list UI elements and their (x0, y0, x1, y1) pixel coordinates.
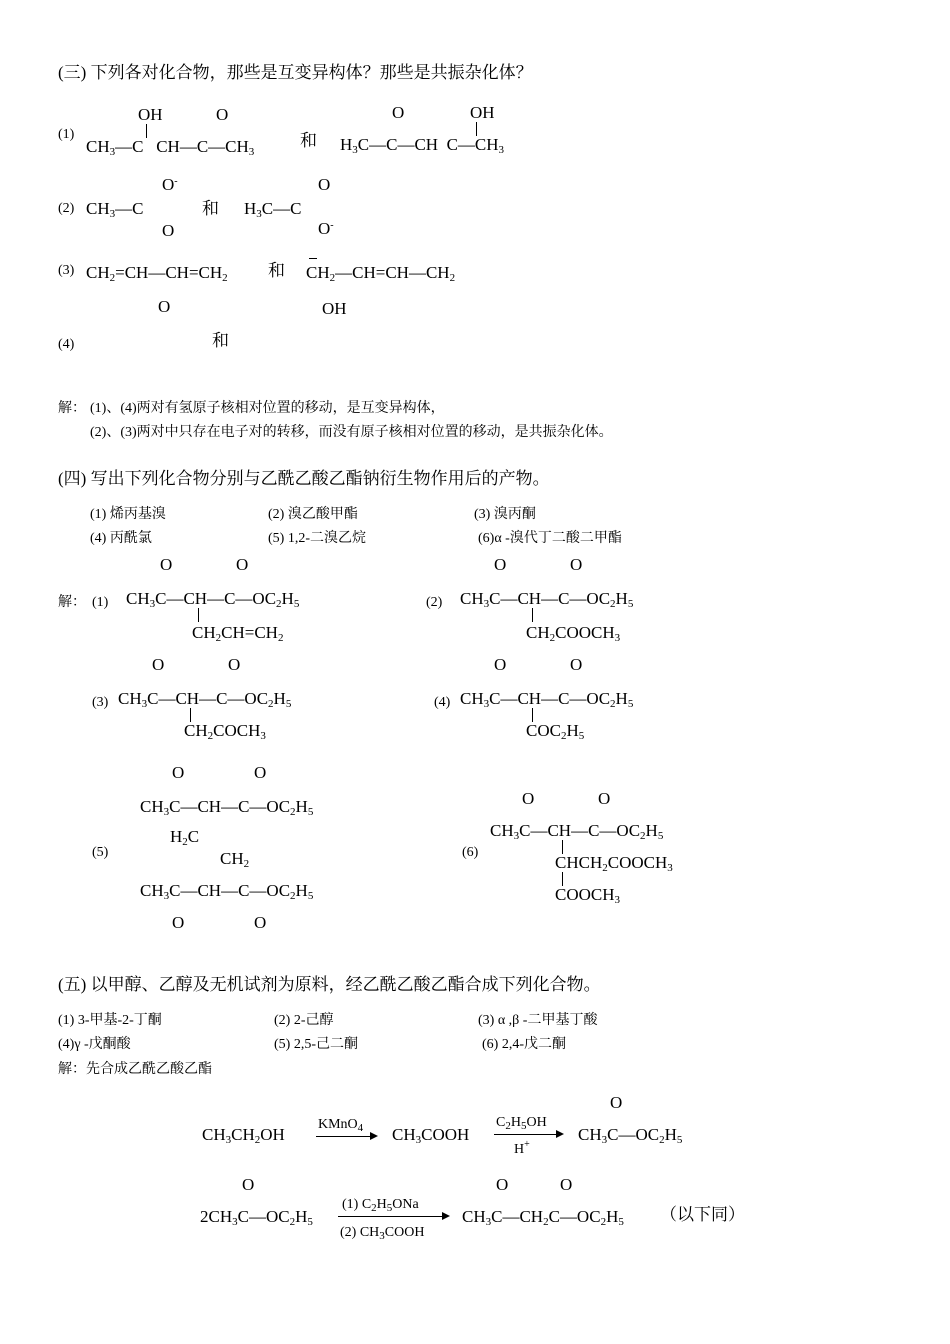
formula-1a: $CH_3—C$ $CH—C—CH_3$ (86, 137, 255, 158)
substituent: $CH_2COOCH_3$ (526, 623, 621, 644)
reaction-arrow (316, 1136, 376, 1137)
and-label: 和 (300, 131, 317, 150)
item-2-number: (2) (58, 201, 75, 216)
o-label: O (496, 1175, 509, 1194)
bond (146, 124, 147, 138)
bond (562, 840, 563, 854)
product-3-formula: $CH_3C—CH—C—OC_2H_5$ (118, 689, 292, 710)
oh-label: OH (470, 103, 495, 122)
o-label: O (494, 655, 507, 674)
reagent-item: (4) 丙酰氯 (90, 531, 152, 546)
substituent: $CHCH_2COOCH_3$ (555, 853, 673, 874)
o-label: O (392, 103, 405, 122)
o-minus-label: O- (162, 175, 178, 194)
reagent-item: (1) 烯丙基溴 (90, 507, 166, 522)
formula-2b: $H_3C—C$ (244, 199, 302, 220)
ethanol: $CH_3CH_2OH$ (202, 1125, 285, 1146)
target-item: (5) 2,5-己二酮 (274, 1037, 358, 1052)
o-label: O (318, 175, 331, 194)
o-label: O (254, 763, 267, 782)
reagent-ethanol: $C_2H_5OH$ (496, 1115, 547, 1132)
o-label: O (158, 297, 171, 316)
and-label: 和 (202, 199, 219, 218)
o-minus-label: O- (318, 219, 334, 238)
product-2-formula: $CH_3C—CH—C—OC_2H_5$ (460, 589, 634, 610)
o-label: O (560, 1175, 573, 1194)
o-label: O (160, 555, 173, 574)
condition-1: (1) $C_2H_5ONa$ (342, 1197, 419, 1214)
product-4-number: (4) (434, 695, 451, 710)
o-label: O (610, 1093, 623, 1112)
bond (562, 872, 563, 886)
target-item: (4)γ -戊酮酸 (58, 1037, 131, 1052)
formula-2a: $CH_3—C$ (86, 199, 144, 220)
reagent-item: (5) 1,2-二溴乙烷 (268, 531, 366, 546)
product-5-formula-bottom: $CH_3C—CH—C—OC_2H_5$ (140, 881, 314, 902)
o-label: O (172, 913, 185, 932)
answer-label: 解： (58, 401, 86, 416)
o-label: O (216, 105, 229, 124)
charge-mark (309, 258, 317, 259)
section-3-title: (三) 下列各对化合物，那些是互变异构体？那些是共振杂化体？ (58, 63, 533, 82)
and-label: 和 (212, 331, 229, 350)
bond (476, 122, 477, 136)
target-item: (1) 3-甲基-2-丁酮 (58, 1013, 162, 1028)
reagent-item: (6)α -溴代丁二酸二甲酯 (478, 531, 622, 546)
product-5-number: (5) (92, 845, 109, 860)
substituent: $COC_2H_5$ (526, 721, 585, 742)
o-label: O (522, 789, 535, 808)
product-1-number: (1) (92, 595, 109, 610)
substituent: $CH_2COCH_3$ (184, 721, 266, 742)
formula-3b: $CH_2—CH=CH—CH_2$ (306, 263, 456, 284)
item-3-number: (3) (58, 263, 75, 278)
reagent-kmno4: KMnO$_4$ (318, 1117, 364, 1134)
acetoacetic-ester: $CH_3C—CH_2C—OC_2H_5$ (462, 1207, 624, 1228)
target-item: (2) 2-己醇 (274, 1013, 334, 1028)
o-label: O (598, 789, 611, 808)
o-label: O (570, 655, 583, 674)
product-5-formula-top: $CH_3C—CH—C—OC_2H_5$ (140, 797, 314, 818)
target-item: (6) 2,4-戊二酮 (482, 1037, 566, 1052)
answer-line-1: (1)、(4)两对有氢原子核相对位置的移动，是互变异构体， (90, 401, 445, 416)
reactant: $2CH_3C—OC_2H_5$ (200, 1207, 313, 1228)
o-label: O (236, 555, 249, 574)
oh-label: OH (138, 105, 163, 124)
note: （以下同） (660, 1205, 745, 1224)
section-5-title: (五) 以甲醇、乙醇及无机试剂为原料，经乙酰乙酸乙酯合成下列化合物。 (58, 975, 601, 994)
section-4-title: (四) 写出下列化合物分别与乙酰乙酸乙酯钠衍生物作用后的产物。 (58, 469, 550, 488)
o-label: O (254, 913, 267, 932)
substituent: $CH_2$ (220, 849, 250, 870)
item-1-number: (1) (58, 127, 75, 142)
answer-line-2: (2)、(3)两对中只存在电子对的转移，而没有原子核相对位置的移动，是共振杂化体。 (90, 425, 613, 440)
product-1-formula: $CH_3C—CH—C—OC_2H_5$ (126, 589, 300, 610)
product-6-formula: $CH_3C—CH—C—OC_2H_5$ (490, 821, 664, 842)
answer-intro: 解：先合成乙酰乙酸乙酯 (58, 1062, 212, 1077)
reagent-item: (2) 溴乙酸甲酯 (268, 507, 358, 522)
o-label: O (242, 1175, 255, 1194)
o-label: O (162, 221, 175, 240)
bond (190, 708, 191, 722)
formula-3a: $CH_2=CH—CH=CH_2$ (86, 263, 228, 284)
answer-label: 解： (58, 595, 86, 610)
acetic-acid: $CH_3COOH$ (392, 1125, 470, 1146)
substituent: $CH_2CH=CH_2$ (192, 623, 284, 644)
oh-label: OH (322, 299, 347, 318)
o-label: O (570, 555, 583, 574)
reaction-arrow (338, 1216, 448, 1217)
bond (532, 708, 533, 722)
ethyl-acetate: $CH_3C—OC_2H_5$ (578, 1125, 683, 1146)
catalyst-h-plus: H+ (514, 1139, 530, 1157)
reaction-arrow (494, 1134, 562, 1135)
o-label: O (152, 655, 165, 674)
o-label: O (228, 655, 241, 674)
formula-1b: $H_3C—C—CH$ $C—CH_3$ (340, 135, 505, 156)
product-3-number: (3) (92, 695, 109, 710)
bond (532, 608, 533, 622)
o-label: O (494, 555, 507, 574)
product-2-number: (2) (426, 595, 443, 610)
product-4-formula: $CH_3C—CH—C—OC_2H_5$ (460, 689, 634, 710)
product-6-number: (6) (462, 845, 479, 860)
o-label: O (172, 763, 185, 782)
substituent: $H_2C$ (170, 827, 200, 848)
item-4-number: (4) (58, 337, 75, 352)
and-label: 和 (268, 261, 285, 280)
condition-2: (2) $CH_3COOH$ (340, 1225, 425, 1242)
substituent: $COOCH_3$ (555, 885, 621, 906)
reagent-item: (3) 溴丙酮 (474, 507, 536, 522)
bond (198, 608, 199, 622)
target-item: (3) α ,β -二甲基丁酸 (478, 1013, 598, 1028)
